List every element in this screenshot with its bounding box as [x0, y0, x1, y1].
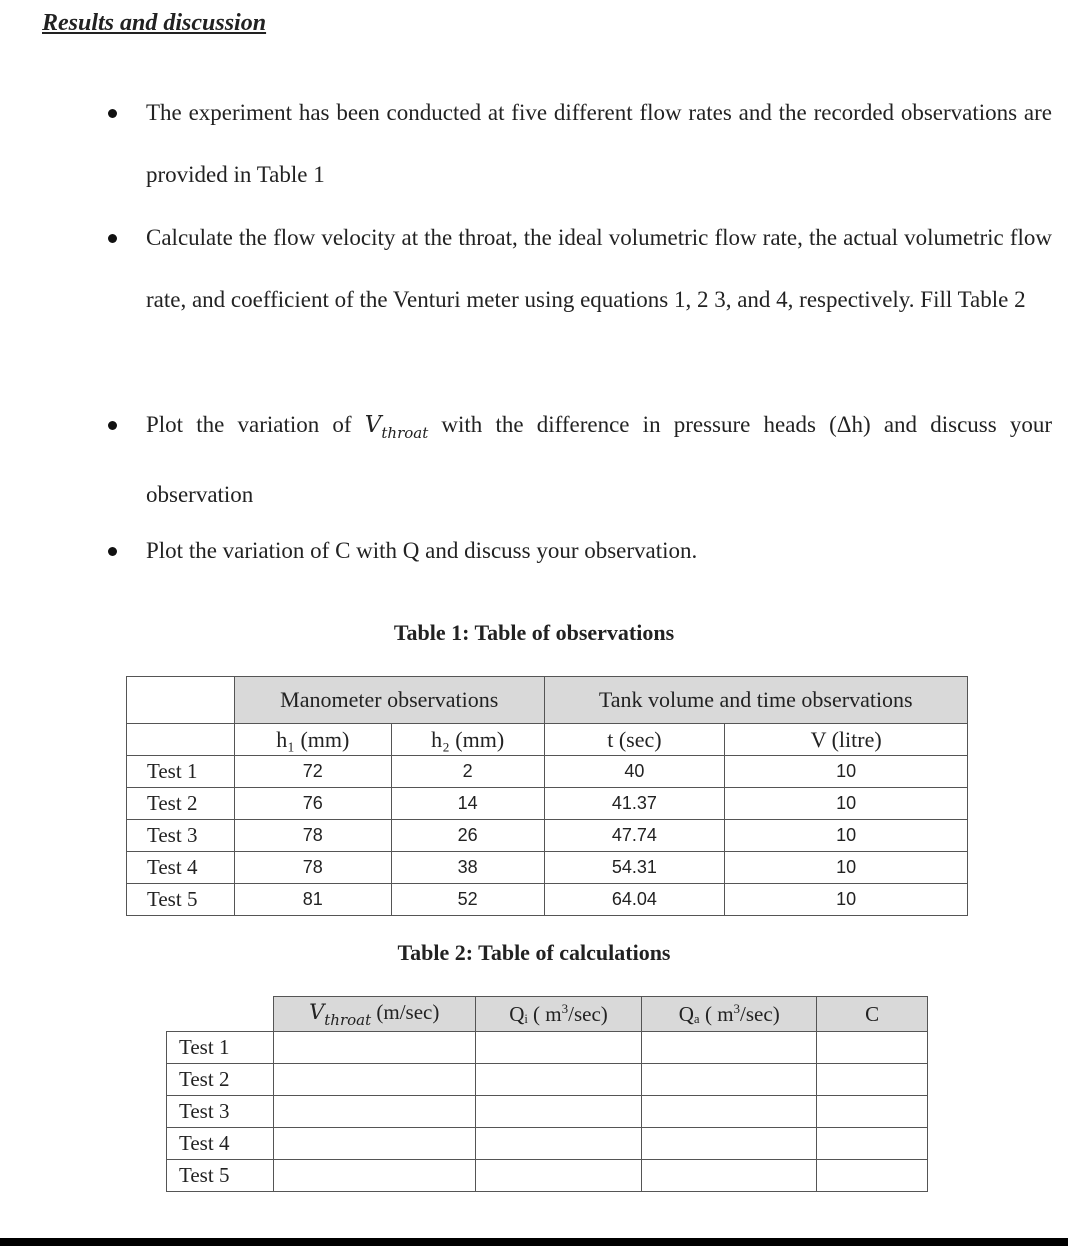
col-v-throat: [273, 997, 475, 1032]
bullet-text-4: Plot the variation of C with Q and discuss your observation.: [146, 538, 698, 563]
row-label: Test 4: [127, 852, 235, 884]
row-label: Test 2: [127, 788, 235, 820]
qa-label: Qₐ ( m: [678, 1002, 734, 1026]
calculations-table: [166, 996, 928, 1192]
empty-cell[interactable]: [273, 1032, 475, 1064]
v-throat-unit: (m/sec): [371, 999, 440, 1024]
table-row: [167, 1064, 928, 1096]
cell-h2: 14: [391, 788, 544, 820]
empty-cell[interactable]: [817, 1032, 928, 1064]
throat-subscript: throat: [324, 1010, 372, 1029]
table1-caption: Table 1: Table of observations: [393, 620, 675, 645]
row-label: Test 1: [167, 1032, 274, 1064]
cell-h1: 78: [234, 820, 391, 852]
section-heading: Results and discussion: [42, 10, 267, 36]
empty-cell[interactable]: [642, 1160, 817, 1192]
empty-cell[interactable]: [475, 1128, 642, 1160]
empty-cell[interactable]: [817, 1096, 928, 1128]
qi-unit: /sec): [568, 1002, 608, 1026]
v-symbol: V: [309, 999, 325, 1024]
cell-v: 10: [725, 884, 968, 916]
cell-t: 40: [544, 756, 725, 788]
cell-t: 64.04: [544, 884, 725, 916]
empty-cell[interactable]: [642, 1064, 817, 1096]
row-label: Test 2: [167, 1064, 274, 1096]
observations-table: [126, 676, 968, 916]
row-label: Test 3: [167, 1096, 274, 1128]
table-row: [127, 820, 968, 852]
empty-cell[interactable]: [817, 1160, 928, 1192]
cell-h2: 38: [391, 852, 544, 884]
row-label: Test 5: [127, 884, 235, 916]
cell-t: 41.37: [544, 788, 725, 820]
bullet-text-3-post: with the difference in pressure heads (Δh) and discuss your observation: [146, 412, 1052, 507]
empty-cell[interactable]: [475, 1064, 642, 1096]
bullet-text-2: Calculate the flow velocity at the throat, the ideal volumetric flow rate, the actual volumetric flow rate, and coefficient of the Venturi meter using equations 1, 2 3, and 4, respectively. Fill Table 2: [146, 225, 1052, 312]
empty-cell[interactable]: [475, 1160, 642, 1192]
tank-group-header: Tank volume and time observations: [544, 677, 967, 724]
cell-h1: 81: [234, 884, 391, 916]
cell-t: 47.74: [544, 820, 725, 852]
table-row: [167, 1160, 928, 1192]
bullet-dot: [108, 109, 117, 118]
cell-v: 10: [725, 788, 968, 820]
throat-subscript: throat: [381, 424, 429, 442]
cell-v: 10: [725, 852, 968, 884]
manometer-group-header: Manometer observations: [234, 677, 544, 724]
col-v: V (litre): [725, 724, 968, 756]
table-row: [127, 852, 968, 884]
bullet-text-1: The experiment has been conducted at five different flow rates and the recorded observations are provided in Table 1: [146, 100, 1052, 187]
cell-t: 54.31: [544, 852, 725, 884]
bullet-dot: [108, 421, 117, 430]
qi-label: Qᵢ ( m: [509, 1002, 562, 1026]
empty-cell[interactable]: [273, 1096, 475, 1128]
table1-corner: [127, 677, 235, 724]
col-qi: [475, 997, 642, 1032]
col-t: t (sec): [544, 724, 725, 756]
empty-cell[interactable]: [817, 1064, 928, 1096]
col-qa: [642, 997, 817, 1032]
v-throat-symbol: [364, 412, 429, 442]
col-h2: h₂ (mm): [391, 724, 544, 756]
bullet-text-3: [146, 394, 1052, 526]
empty-cell[interactable]: [642, 1032, 817, 1064]
row-label: Test 4: [167, 1128, 274, 1160]
bottom-border: [0, 1238, 1068, 1246]
bullet-dot: [108, 234, 117, 243]
qa-exponent: 3: [733, 1001, 741, 1016]
row-label: Test 3: [127, 820, 235, 852]
v-symbol: V: [364, 412, 382, 438]
v-throat-symbol: [309, 999, 372, 1029]
table-row: [167, 1096, 928, 1128]
empty-cell[interactable]: [475, 1032, 642, 1064]
table1-corner-2: [127, 724, 235, 756]
table-row: [127, 788, 968, 820]
empty-cell[interactable]: [273, 1064, 475, 1096]
empty-cell[interactable]: [273, 1128, 475, 1160]
empty-cell[interactable]: [475, 1096, 642, 1128]
table-row: [127, 884, 968, 916]
cell-h1: 76: [234, 788, 391, 820]
empty-cell[interactable]: [273, 1160, 475, 1192]
qa-unit: /sec): [740, 1002, 780, 1026]
table2-caption: Table 2: Table of calculations: [397, 940, 671, 965]
bullet-text-3-pre: Plot the variation of: [146, 412, 365, 437]
empty-cell[interactable]: [817, 1128, 928, 1160]
cell-v: 10: [725, 820, 968, 852]
cell-v: 10: [725, 756, 968, 788]
empty-cell[interactable]: [642, 1096, 817, 1128]
col-c: C: [817, 997, 928, 1032]
row-label: Test 5: [167, 1160, 274, 1192]
empty-cell[interactable]: [642, 1128, 817, 1160]
col-h1: h₁ (mm): [234, 724, 391, 756]
cell-h2: 26: [391, 820, 544, 852]
row-label: Test 1: [127, 756, 235, 788]
cell-h2: 2: [391, 756, 544, 788]
cell-h1: 72: [234, 756, 391, 788]
qi-exponent: 3: [561, 1001, 569, 1016]
table-row: [167, 1128, 928, 1160]
cell-h1: 78: [234, 852, 391, 884]
table2-corner: [167, 997, 274, 1032]
table-row: [167, 1032, 928, 1064]
cell-h2: 52: [391, 884, 544, 916]
table-row: [127, 756, 968, 788]
bullet-dot: [108, 547, 117, 556]
